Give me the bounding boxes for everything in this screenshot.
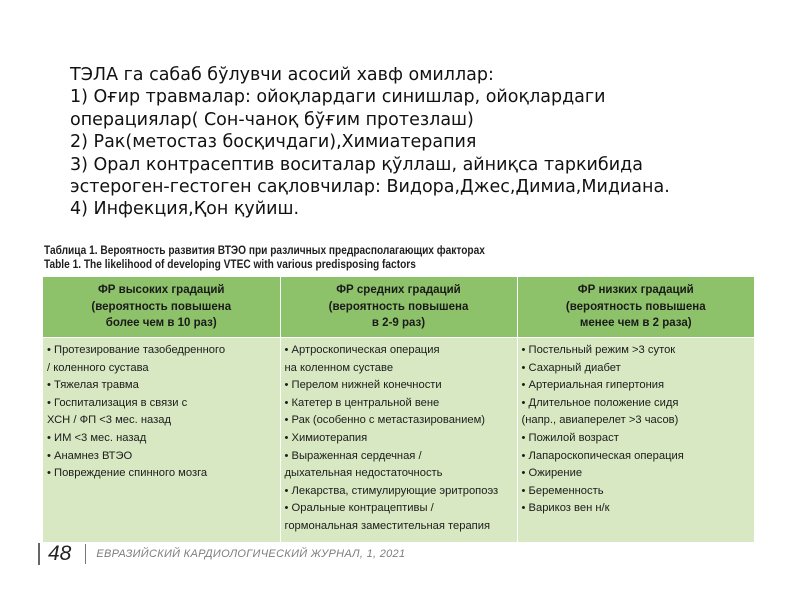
cell-high-grade (43, 338, 280, 542)
header-line: (вероятность повышена (328, 300, 469, 313)
list-item: • Лапароскопическая операция (521, 449, 684, 462)
header-medium-grade (280, 277, 517, 338)
header-low-grade (517, 277, 754, 338)
footer-divider (38, 543, 40, 565)
header-line: ФР низких градаций (577, 284, 694, 297)
list-item: • Пожилой возраст (521, 431, 619, 444)
table-caption-en: Table 1. The likelihood of developing VTEC with various predisposing factors (44, 256, 416, 271)
list-item: • Ожирение (521, 467, 583, 480)
list-item: • Оральные контрацептивы / (284, 502, 434, 515)
list-item: дыхательная недостаточность (284, 467, 443, 480)
header-line: ФР средних градаций (336, 284, 461, 297)
intro-line: 4) Инфекция,Қон қуйиш. (70, 199, 300, 220)
list-item: гормональная заместительная терапия (284, 519, 491, 532)
list-item: • Тяжелая травма (47, 379, 139, 392)
risk-factors-table (43, 277, 754, 542)
factor-list (522, 342, 751, 518)
intro-line: 3) Орал контрасептив воситалар қўллаш, айниқса таркибида (70, 154, 643, 175)
cell-low-grade (517, 338, 754, 542)
list-item: • Протезирование тазобедренного (47, 344, 226, 356)
footer-divider (85, 544, 86, 564)
factor-list (47, 342, 276, 483)
list-item: • Артроскопическая операция (284, 344, 440, 356)
cell-medium-grade (280, 338, 517, 542)
table-caption-ru: Таблица 1. Вероятность развития ВТЭО при различных предрасполагающих факторах (44, 243, 485, 257)
list-item: • ИМ <3 мес. назад (47, 431, 147, 444)
list-item: • Рак (особенно с метастазированием) (284, 414, 485, 427)
intro-line: эстероген-гестоген сақловчилар: Видора,Джес,Димиа,Мидиана. (70, 177, 670, 198)
list-item: • Артериальная гипертония (521, 379, 665, 392)
list-item: • Сахарный диабет (521, 361, 621, 374)
header-line: (вероятность повышена (565, 300, 706, 313)
page-number: 48 (48, 542, 72, 565)
list-item: / коленного сустава (47, 361, 149, 374)
list-item: ХСН / ФП <3 мес. назад (47, 414, 171, 427)
factor-list (285, 342, 513, 536)
list-item: на коленном суставе (284, 361, 394, 374)
intro-text (70, 64, 750, 221)
intro-line: 1) Оғир травмалар: ойоқлардаги синишлар, ойоқлардаги (70, 87, 606, 108)
list-item: • Госпитализация в связи с (47, 396, 188, 409)
list-item: • Постельный режим >3 суток (521, 344, 676, 356)
list-item: • Катетер в центральной вене (284, 396, 440, 409)
table-header-row (43, 277, 754, 338)
header-line: (вероятность повышена (91, 300, 232, 313)
header-line: менее чем в 2 раза) (579, 317, 692, 330)
list-item: • Варикоз вен н/к (521, 502, 610, 515)
page-footer (38, 540, 405, 568)
intro-line: ТЭЛА га сабаб бўлувчи асосий хавф омиллар: (70, 65, 494, 85)
header-high-grade (43, 277, 280, 338)
list-item: • Химиотерапия (284, 431, 368, 444)
intro-line: 2) Рак(метостаз босқичдаги),Химиатерапия (70, 132, 477, 153)
header-line: ФР высоких градаций (97, 284, 225, 297)
header-line: в 2-9 раз) (371, 317, 426, 330)
list-item: • Длительное положение сидя (521, 396, 679, 409)
list-item: • Лекарства, стимулирующие эритропоэз (284, 484, 499, 497)
list-item: • Беременность (521, 484, 604, 497)
list-item: (напр., авиаперелет >3 часов) (521, 414, 679, 427)
list-item: • Выраженная сердечная / (284, 449, 422, 462)
list-item: • Повреждение спинного мозга (47, 467, 208, 480)
table-captions (44, 244, 485, 271)
header-line: более чем в 10 раз) (105, 317, 217, 330)
journal-name: ЕВРАЗИЙСКИЙ КАРДИОЛОГИЧЕСКИЙ ЖУРНАЛ, 1, 2021 (96, 548, 406, 560)
list-item: • Перелом нижней конечности (284, 379, 442, 392)
intro-line: операциялар( Сон-чаноқ бўғим протезлаш) (70, 109, 474, 130)
table-row (43, 338, 754, 542)
list-item: • Анамнез ВТЭО (47, 449, 133, 462)
